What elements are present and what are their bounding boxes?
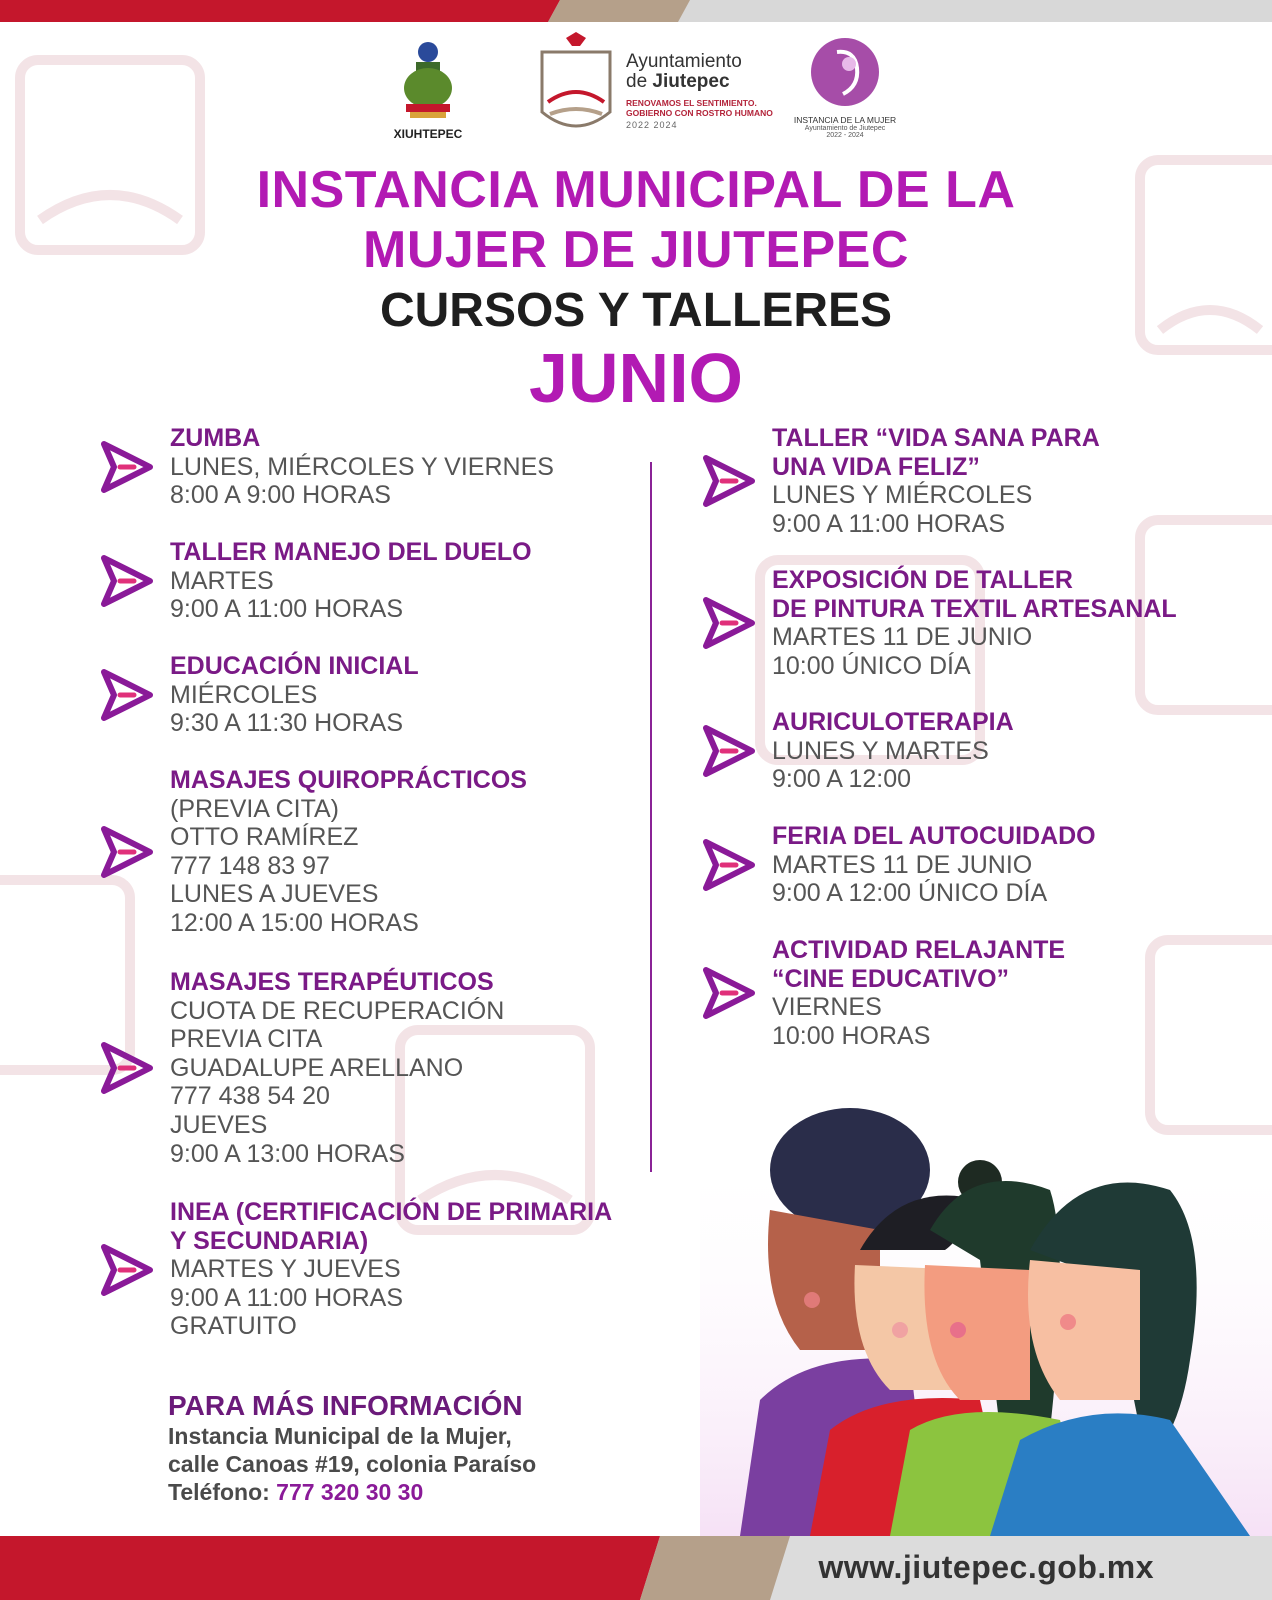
activity-text bbox=[772, 936, 1242, 1050]
activity-detail: LUNES Y MARTES bbox=[772, 736, 989, 765]
activity-detail: 777 438 54 20 bbox=[170, 1082, 330, 1111]
activity-detail: 9:00 A 11:00 HORAS bbox=[170, 1283, 404, 1312]
xiuhtepec-caption: XIUHTEPEC bbox=[393, 127, 463, 141]
activity-text bbox=[772, 424, 1242, 538]
activity-name: MASAJES TERAPÉUTICOS bbox=[170, 968, 494, 996]
contact-title: PARA MÁS INFORMACIÓN bbox=[168, 1390, 523, 1421]
activity-name: INEA (CERTIFICACIÓN DE PRIMARIA bbox=[170, 1198, 613, 1226]
activity-detail: VIERNES bbox=[772, 993, 882, 1022]
activity-detail: 9:00 A 11:00 HORAS bbox=[772, 509, 1006, 538]
xiuhtepec-emblem-icon bbox=[398, 40, 458, 120]
activity-detail: CUOTA DE RECUPERACIÓN bbox=[170, 996, 505, 1025]
top-bar bbox=[0, 0, 1272, 22]
activity-detail: MARTES 11 DE JUNIO bbox=[772, 623, 1033, 652]
activity-name: EDUCACIÓN INICIAL bbox=[170, 652, 419, 680]
column-divider bbox=[650, 462, 652, 1172]
activity-text bbox=[772, 708, 1242, 794]
instancia-line3: 2022 - 2024 bbox=[826, 132, 864, 139]
activity-detail: 9:30 A 11:30 HORAS bbox=[170, 709, 404, 738]
contact-line2: calle Canoas #19, colonia Paraíso bbox=[168, 1451, 537, 1477]
activity-name: “CINE EDUCATIVO” bbox=[772, 964, 1010, 993]
activity-detail: 12:00 A 15:00 HORAS bbox=[170, 908, 419, 937]
activity-detail: GUADALUPE ARELLANO bbox=[170, 1053, 464, 1082]
chevron-arrow-icon bbox=[700, 454, 758, 508]
activity-name: FERIA DEL AUTOCUIDADO bbox=[772, 822, 1096, 850]
page-header bbox=[0, 160, 1272, 416]
chevron-arrow-icon bbox=[98, 825, 156, 879]
activity-detail: OTTO RAMÍREZ bbox=[170, 823, 359, 852]
activity-text bbox=[772, 822, 1242, 908]
chevron-arrow-icon bbox=[98, 668, 156, 722]
activity-detail: 8:00 A 9:00 HORAS bbox=[170, 481, 391, 510]
ayuntamiento-logo bbox=[536, 32, 776, 142]
activity-detail: 777 148 83 97 bbox=[170, 851, 330, 880]
chevron-arrow-icon bbox=[700, 838, 758, 892]
activity-detail: 10:00 ÚNICO DÍA bbox=[772, 651, 971, 680]
chevron-arrow-icon bbox=[98, 440, 156, 494]
activity-name: MASAJES QUIROPRÁCTICOS bbox=[170, 766, 527, 794]
activity-detail: JUEVES bbox=[170, 1110, 268, 1139]
women-illustration bbox=[730, 1100, 1272, 1536]
activity-name: DE PINTURA TEXTIL ARTESANAL bbox=[772, 594, 1177, 623]
contact-line1: Instancia Municipal de la Mujer, bbox=[168, 1423, 512, 1449]
activity-text bbox=[170, 968, 640, 1168]
activity-text bbox=[170, 766, 640, 938]
activity-name: TALLER “VIDA SANA PARA bbox=[772, 424, 1100, 452]
jiutepec-shield-icon bbox=[536, 32, 616, 142]
page-title-line1: INSTANCIA MUNICIPAL DE LA bbox=[256, 161, 1016, 219]
activity-detail: MARTES Y JUEVES bbox=[170, 1255, 401, 1284]
activity-name: TALLER MANEJO DEL DUELO bbox=[170, 538, 532, 566]
chevron-arrow-icon bbox=[700, 596, 758, 650]
chevron-arrow-icon bbox=[700, 966, 758, 1020]
activity-detail: 9:00 A 12:00 bbox=[772, 765, 912, 794]
xiuhtepec-logo bbox=[388, 40, 468, 141]
activity-detail: 9:00 A 12:00 ÚNICO DÍA bbox=[772, 879, 1048, 908]
activity-detail: (PREVIA CITA) bbox=[170, 794, 340, 823]
chevron-arrow-icon bbox=[98, 1243, 156, 1297]
instancia-line1: INSTANCIA DE LA MUJER bbox=[793, 115, 897, 125]
activity-detail: MARTES bbox=[170, 566, 274, 595]
activity-name: UNA VIDA FELIZ” bbox=[772, 452, 980, 481]
chevron-arrow-icon bbox=[700, 724, 758, 778]
ayuntamiento-line2: de Jiutepec bbox=[626, 71, 730, 92]
ayuntamiento-line1: Ayuntamiento bbox=[626, 51, 742, 72]
activity-detail: LUNES A JUEVES bbox=[170, 880, 379, 909]
chevron-arrow-icon bbox=[98, 1041, 156, 1095]
activity-name: EXPOSICIÓN DE TALLER bbox=[772, 566, 1073, 594]
activity-detail: GRATUITO bbox=[170, 1312, 297, 1341]
activity-detail: LUNES, MIÉRCOLES Y VIERNES bbox=[170, 452, 554, 481]
activity-detail: PREVIA CITA bbox=[170, 1025, 323, 1054]
instancia-line2: Ayuntamiento de Jiutepec bbox=[804, 125, 886, 132]
activity-detail: MARTES 11 DE JUNIO bbox=[772, 850, 1033, 879]
page-subtitle: CURSOS Y TALLERES bbox=[379, 284, 893, 337]
contact-phone: Teléfono: 777 320 30 30 bbox=[168, 1479, 424, 1505]
ayuntamiento-years: 2022 2024 bbox=[626, 120, 678, 130]
activity-detail: 9:00 A 11:00 HORAS bbox=[170, 595, 404, 624]
activity-name: Y SECUNDARIA) bbox=[170, 1226, 369, 1255]
ayuntamiento-slogan: RENOVAMOS EL SENTIMIENTO. GOBIERNO CON ROSTRO HUMANO bbox=[626, 98, 773, 118]
activity-text bbox=[170, 424, 640, 510]
instancia-mujer-icon bbox=[809, 36, 881, 108]
activity-detail: LUNES Y MIÉRCOLES bbox=[772, 481, 1033, 510]
activity-detail: 9:00 A 13:00 HORAS bbox=[170, 1139, 405, 1168]
month-title: JUNIO bbox=[529, 339, 743, 417]
activity-text bbox=[772, 566, 1242, 680]
contact-info bbox=[168, 1390, 688, 1506]
activity-text bbox=[170, 1198, 640, 1341]
activity-detail: 10:00 HORAS bbox=[772, 1021, 931, 1050]
activity-name: AURICULOTERAPIA bbox=[772, 708, 1014, 736]
page-title-line2: MUJER DE JIUTEPEC bbox=[363, 221, 909, 279]
website-link[interactable]: www.jiutepec.gob.mx bbox=[818, 1549, 1154, 1585]
activity-text bbox=[170, 538, 640, 624]
chevron-arrow-icon bbox=[98, 554, 156, 608]
instancia-logo bbox=[790, 36, 900, 139]
activity-detail: MIÉRCOLES bbox=[170, 680, 318, 709]
activity-name: ZUMBA bbox=[170, 424, 261, 452]
activity-text bbox=[170, 652, 640, 738]
activity-name: ACTIVIDAD RELAJANTE bbox=[772, 936, 1066, 964]
